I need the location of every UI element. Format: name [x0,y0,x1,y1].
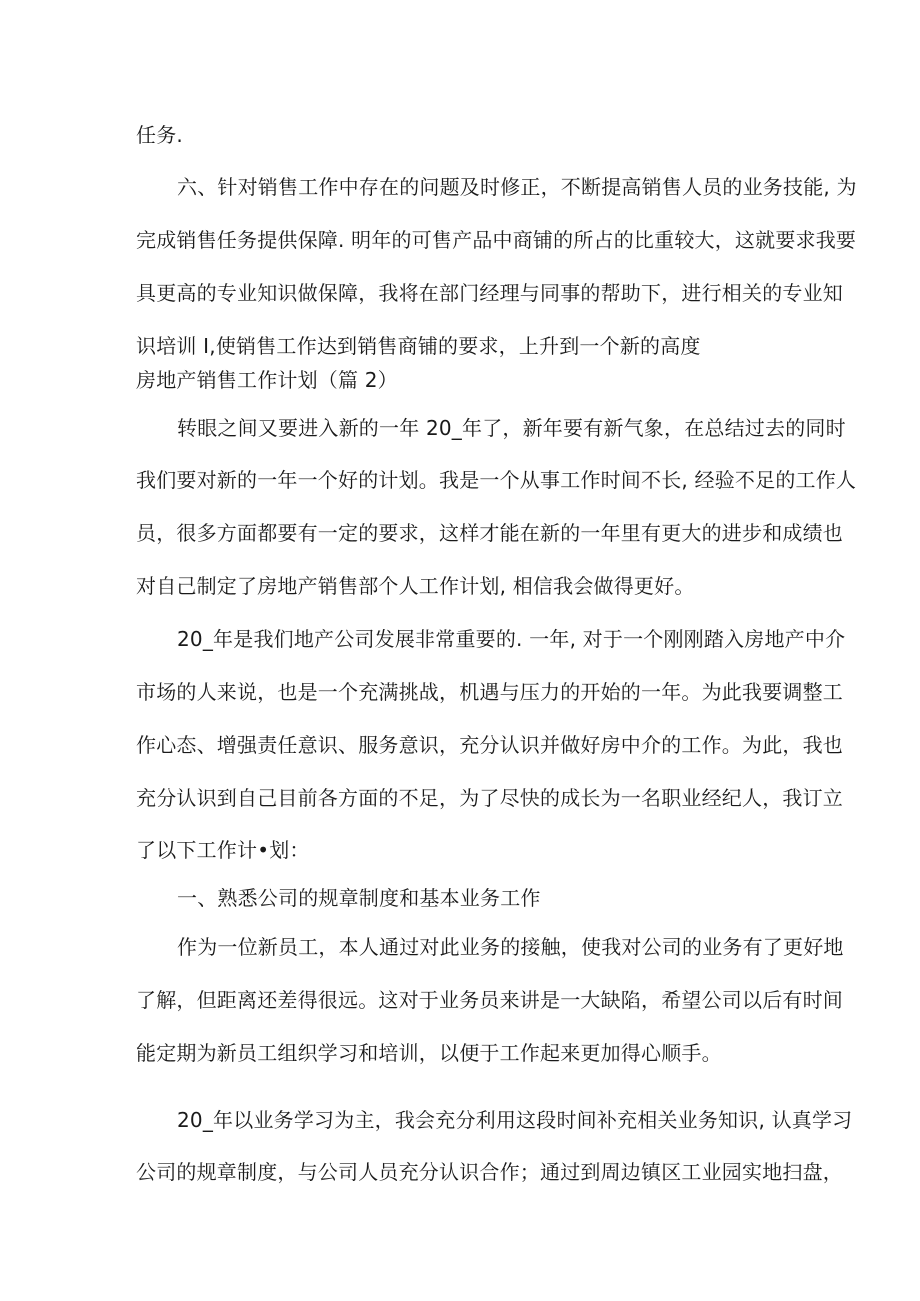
text-line: 员，很多方面都要有一定的要求，这样才能在新的一年里有更大的进步和成绩也 [136,521,843,545]
text-line: 公司的规章制度，与公司人员充分认识合作；通过到周边镇区工业园实地扫盘， [136,1160,843,1184]
section-heading: 一、熟悉公司的规章制度和基本业务工作 [177,886,541,910]
text-line: 任务. [136,123,183,147]
text-line: 了解，但距离还差得很远。这对于业务员来讲是一大缺陷，希望公司以后有时间 [136,988,843,1012]
text-line: 作为一位新员工，本人通过对此业务的接触，使我对公司的业务有了更好地 [177,935,844,959]
section-heading: 房地产销售工作计划（篇 2） [136,368,398,392]
text-line: 了以下工作计•划： [136,838,310,862]
text-line: 识培训 I,使销售工作达到销售商铺的要求，上升到一个新的高度 [136,334,701,358]
text-line: 作心态、增强责任意识、服务意识，充分认识并做好房中介的工作。为此，我也 [136,733,843,757]
text-line: 我们要对新的一年一个好的计划。我是一个从事工作时间不长, 经验不足的工作人 [136,468,857,492]
text-line: 能定期为新员工组织学习和培训，以便于工作起来更加得心顺手。 [136,1041,722,1065]
text-line: 完成销售任务提供保障. 明年的可售产品中商铺的所占的比重较大，这就要求我要 [136,228,857,252]
text-line: 具更高的专业知识做保障，我将在部门经理与同事的帮助下，进行相关的专业知 [136,281,843,305]
text-line: 20_年是我们地产公司发展非常重要的. 一年, 对于一个刚刚踏入房地产中介 [177,627,846,651]
text-line: 充分认识到自己目前各方面的不足，为了尽快的成长为一名职业经纪人，我订立 [136,786,843,810]
text-line: 市场的人来说，也是一个充满挑战，机遇与压力的开始的一年。为此我要调整工 [136,680,843,704]
text-line: 转眼之间又要进入新的一年 20_年了，新年要有新气象，在总结过去的同时 [177,416,846,440]
text-line: 对自己制定了房地产销售部个人工作计划, 相信我会做得更好。 [136,574,695,598]
text-line: 20_年以业务学习为主，我会充分利用这段时间补充相关业务知识, 认真学习 [177,1108,853,1132]
text-line: 六、针对销售工作中存在的问题及时修正，不断提高销售人员的业务技能, 为 [177,175,857,199]
